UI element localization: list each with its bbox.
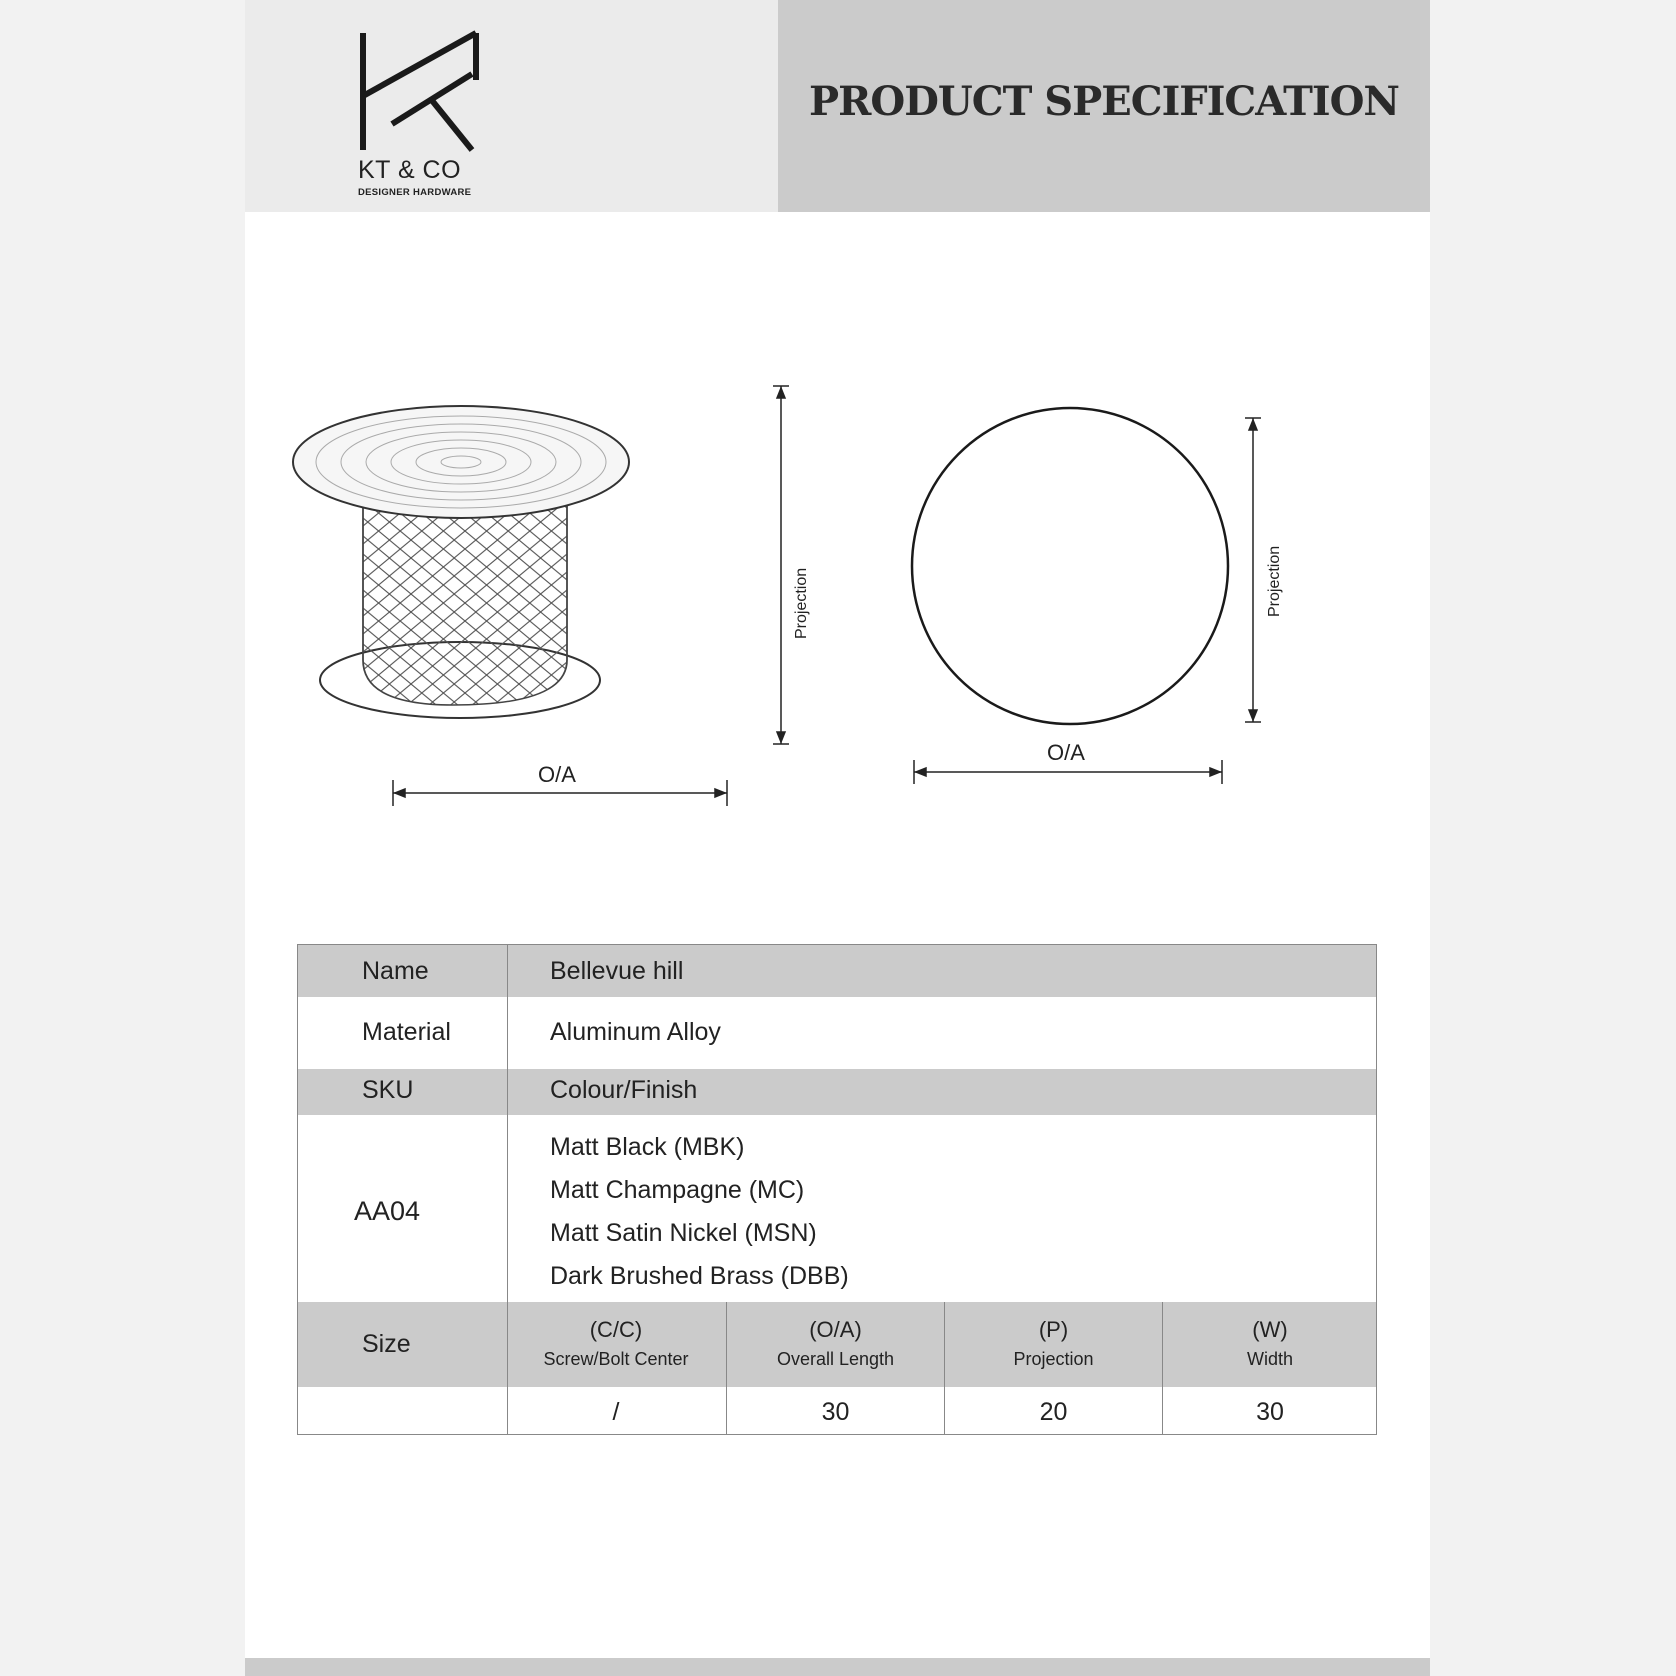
sku-value: AA04 (354, 1196, 421, 1226)
size-desc: Screw/Bolt Center (543, 1349, 689, 1369)
size-head-w (1163, 1317, 1377, 1370)
size-code: (O/A) (809, 1317, 862, 1342)
size-value-cc: / (612, 1398, 620, 1426)
sku-label: SKU (362, 1076, 414, 1104)
front-height-label: Projection (1266, 545, 1283, 617)
size-head-cc (507, 1317, 725, 1370)
page-title: PRODUCT SPECIFICATION (809, 78, 1399, 125)
spec-sheet-page (245, 0, 1430, 1676)
table-size-divider (1162, 1302, 1163, 1435)
table-border-bottom (297, 1434, 1377, 1435)
size-code: (C/C) (589, 1317, 643, 1342)
finish-label: Colour/Finish (550, 1076, 698, 1104)
material-label: Material (362, 1018, 451, 1046)
finish-item: Matt Black (MBK) (550, 1133, 745, 1161)
brand-name: KT & CO (358, 156, 462, 184)
size-desc: Width (1246, 1349, 1293, 1369)
perspective-height-label: Projection (793, 567, 810, 639)
size-desc: Projection (1013, 1349, 1094, 1369)
table-row-name (297, 944, 1377, 997)
table-row-sku (297, 1069, 1377, 1115)
table-size-divider (726, 1302, 727, 1435)
material-value: Aluminum Alloy (550, 1018, 721, 1046)
name-label: Name (362, 957, 429, 985)
table-border-left (297, 944, 298, 1435)
knob-perspective-drawing (245, 360, 1430, 840)
size-value-w: 30 (1256, 1398, 1284, 1426)
size-value-oa: 30 (821, 1398, 850, 1426)
table-border-right (1376, 944, 1377, 1435)
footer-bar (245, 1658, 1430, 1676)
brand-logo (358, 28, 498, 203)
kt-monogram-logo-icon (358, 28, 488, 156)
spec-table (297, 944, 1377, 1435)
perspective-width-label: O/A (538, 762, 576, 787)
size-value-p: 20 (1039, 1398, 1068, 1426)
size-head-p (945, 1317, 1162, 1370)
table-border-top (297, 944, 1377, 945)
size-code: (W) (1252, 1317, 1288, 1342)
size-desc: Overall Length (776, 1349, 895, 1369)
brand-tagline: DESIGNER HARDWARE (358, 187, 472, 198)
header-title-panel (778, 0, 1430, 212)
finish-item: Matt Satin Nickel (MSN) (550, 1219, 817, 1247)
size-label: Size (362, 1330, 411, 1358)
table-size-divider (944, 1302, 945, 1435)
name-value: Bellevue hill (550, 957, 684, 985)
table-column-divider (507, 944, 508, 1435)
front-width-label: O/A (1047, 740, 1085, 765)
finish-item: Dark Brushed Brass (DBB) (550, 1262, 849, 1290)
header-logo-panel (245, 0, 778, 212)
size-code: (P) (1038, 1317, 1069, 1342)
finish-item: Matt Champagne (MC) (550, 1176, 805, 1204)
size-head-oa (727, 1317, 944, 1370)
